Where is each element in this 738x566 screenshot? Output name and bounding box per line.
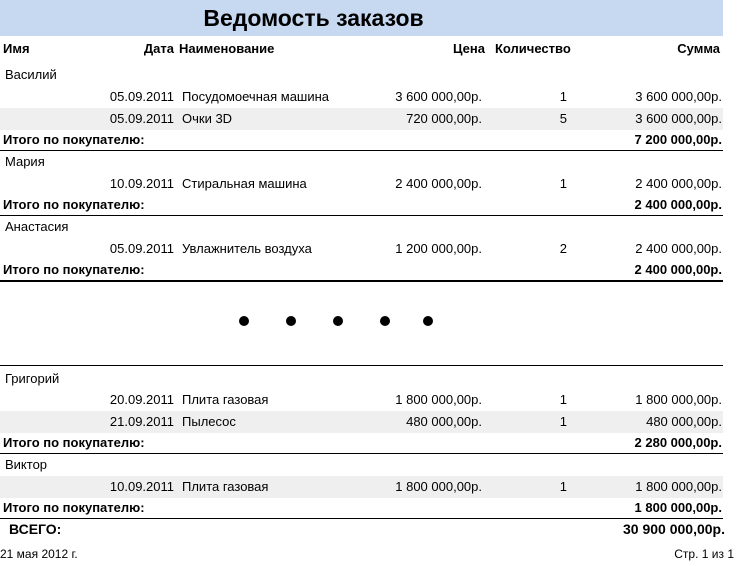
order-qty: 2 — [559, 241, 567, 256]
order-price: 1 800 000,00р. — [395, 479, 482, 494]
subtotal-row — [0, 194, 723, 216]
grand-total-row — [0, 518, 738, 540]
customer-name-row — [0, 454, 723, 476]
ellipsis-dot — [286, 316, 296, 326]
divider — [0, 281, 723, 282]
order-item: Плита газовая — [182, 479, 269, 494]
subtotal-label: Итого по покупателю: — [3, 500, 145, 515]
order-item: Увлажнитель воздуха — [182, 241, 312, 256]
column-headers — [0, 40, 723, 58]
customer-name-row — [0, 151, 723, 173]
ellipsis-dot — [239, 316, 249, 326]
customer-name: Василий — [5, 67, 57, 82]
order-item: Пылесос — [182, 414, 236, 429]
subtotal-value: 2 400 000,00р. — [634, 197, 722, 212]
order-sum: 480 000,00р. — [646, 414, 722, 429]
order-row — [0, 411, 723, 433]
order-row — [0, 173, 723, 195]
order-item: Очки 3D — [182, 111, 233, 126]
order-sum: 1 800 000,00р. — [635, 479, 722, 494]
order-qty: 5 — [559, 111, 567, 126]
order-sum: 1 800 000,00р. — [635, 392, 722, 407]
order-date: 05.09.2011 — [109, 111, 174, 126]
order-sum: 2 400 000,00р. — [635, 176, 722, 191]
order-price: 2 400 000,00р. — [395, 176, 482, 191]
order-date: 21.09.2011 — [109, 414, 174, 429]
page-number: Стр. 1 из 1 — [674, 547, 734, 561]
page-footer — [0, 546, 738, 564]
order-item: Посудомоечная машина — [182, 89, 330, 104]
subtotal-label: Итого по покупателю: — [3, 132, 145, 147]
customer-name-row — [0, 64, 723, 86]
customer-name-row — [0, 216, 723, 238]
report-date: 21 мая 2012 г. — [0, 547, 78, 561]
subtotal-value: 2 400 000,00р. — [634, 262, 722, 277]
customer-name-row — [0, 368, 723, 390]
order-date: 20.09.2011 — [109, 392, 174, 407]
order-row — [0, 476, 723, 498]
ellipsis-dot — [380, 316, 390, 326]
order-qty: 1 — [559, 414, 567, 429]
order-sum: 2 400 000,00р. — [635, 241, 722, 256]
order-price: 1 200 000,00р. — [395, 241, 482, 256]
order-date: 05.09.2011 — [109, 241, 174, 256]
order-price: 480 000,00р. — [406, 414, 482, 429]
order-price: 1 800 000,00р. — [395, 392, 482, 407]
grand-total-value: 30 900 000,00р. — [623, 521, 725, 537]
order-qty: 1 — [559, 479, 567, 494]
ellipsis-dot — [423, 316, 433, 326]
report-title-text: Ведомость заказов — [203, 4, 424, 31]
grand-total-label: ВСЕГО: — [9, 521, 62, 537]
header-price: Цена — [453, 41, 485, 56]
order-price: 3 600 000,00р. — [395, 89, 482, 104]
order-qty: 1 — [559, 392, 567, 407]
order-date: 05.09.2011 — [109, 89, 174, 104]
subtotal-label: Итого по покупателю: — [3, 197, 145, 212]
order-item: Плита газовая — [182, 392, 269, 407]
subtotal-row — [0, 129, 723, 151]
subtotal-row — [0, 432, 723, 454]
header-date: Дата — [143, 41, 174, 56]
header-sum: Сумма — [677, 41, 720, 56]
order-row — [0, 238, 723, 260]
order-date: 10.09.2011 — [109, 176, 174, 191]
order-qty: 1 — [559, 89, 567, 104]
header-name: Имя — [3, 41, 30, 56]
order-row — [0, 86, 723, 108]
order-row — [0, 389, 723, 411]
order-price: 720 000,00р. — [406, 111, 482, 126]
order-sum: 3 600 000,00р. — [635, 111, 722, 126]
divider — [0, 365, 723, 366]
order-qty: 1 — [559, 176, 567, 191]
subtotal-value: 2 280 000,00р. — [634, 435, 722, 450]
omission-ellipsis — [0, 316, 738, 328]
subtotal-label: Итого по покупателю: — [3, 435, 145, 450]
order-date: 10.09.2011 — [109, 479, 174, 494]
subtotal-row — [0, 497, 723, 519]
order-item: Стиральная машина — [182, 176, 307, 191]
report-title — [0, 0, 723, 36]
header-item: Наименование — [179, 41, 275, 56]
ellipsis-dot — [333, 316, 343, 326]
customer-name: Анастасия — [5, 219, 69, 234]
subtotal-value: 1 800 000,00р. — [634, 500, 722, 515]
order-row — [0, 108, 723, 130]
subtotal-value: 7 200 000,00р. — [634, 132, 722, 147]
header-qty: Количество — [495, 41, 571, 56]
subtotal-label: Итого по покупателю: — [3, 262, 145, 277]
customer-name: Виктор — [5, 457, 48, 472]
customer-name: Мария — [5, 154, 45, 169]
subtotal-row — [0, 259, 723, 281]
order-sum: 3 600 000,00р. — [635, 89, 722, 104]
customer-name: Григорий — [5, 371, 60, 386]
